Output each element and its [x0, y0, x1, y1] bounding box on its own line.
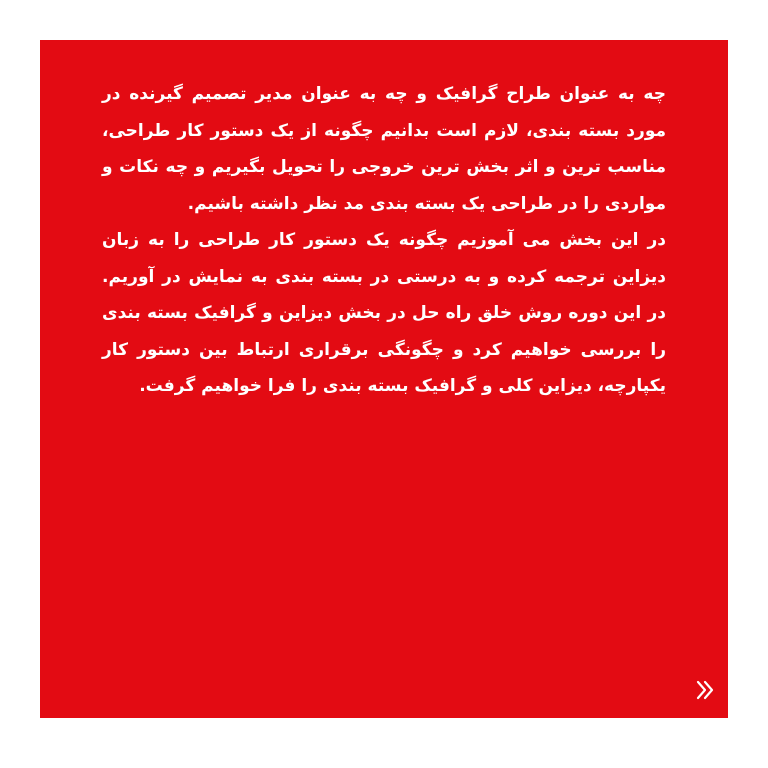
paragraph-intro: چه به عنوان طراح گرافیک و چه به عنوان مدیر تصمیم گیرنده در مورد بسته بندی، لازم است بدانیم چگونه از یک دستور کار طراحی، مناسب ترین و اثر بخش ترین خروجی را تحویل بگیریم و چه نکات و مواردی را در طراحی یک بسته بندی مد نظر داشته باشیم.: [102, 84, 666, 214]
paragraph-details: در این بخش می آموزیم چگونه یک دستور کار طراحی را به زبان دیزاین ترجمه کرده و به درستی در بسته بندی به نمایش در آوریم. در این دوره روش خلق راه حل در بخش دیزاین و گرافیک بسته بندی را بررسی خواهیم کرد و چگونگی برقراری ارتباط بین دستور کار یکپارچه، دیزاین کلی و گرافیک بسته بندی را فرا خواهیم گرفت.: [102, 230, 666, 396]
content-card: [40, 40, 728, 718]
double-chevron-right-icon: [693, 678, 717, 702]
next-button[interactable]: [692, 677, 718, 703]
description-text: [102, 76, 666, 405]
